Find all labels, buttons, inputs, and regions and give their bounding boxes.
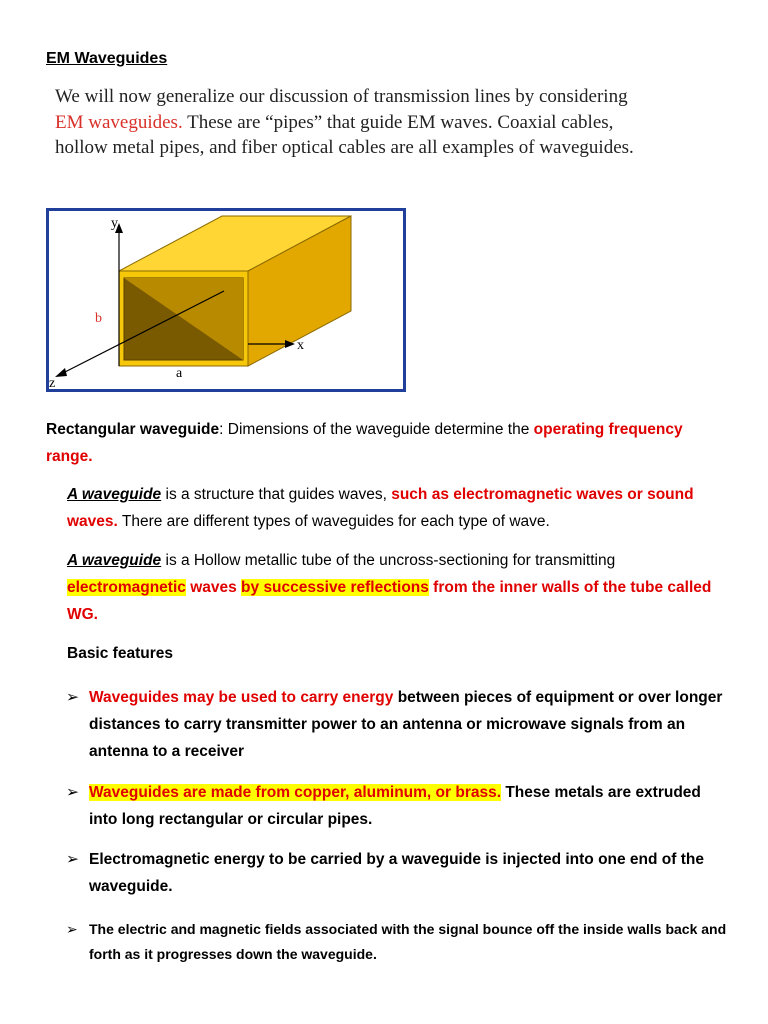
z-axis-arrow [55, 368, 67, 377]
waveguide-diagram [49, 211, 403, 389]
definition-2 [67, 547, 727, 628]
label-a: a [176, 366, 183, 381]
def2-red-1: waves [185, 579, 242, 596]
def2-text-1: is a Hollow metallic tube of the uncross-sectioning for transmitting [161, 552, 616, 569]
page-title: EM Waveguides [46, 50, 168, 67]
bullet-1 [67, 684, 727, 765]
bullet-3 [67, 846, 727, 900]
label-x: x [297, 338, 304, 353]
waveguide-figure [46, 208, 406, 392]
features-heading: Basic features [67, 645, 173, 662]
bullet-3-arrow-icon: ➢ [66, 851, 79, 868]
bullet-1-arrow-icon: ➢ [66, 689, 79, 706]
rectangular-waveguide-paragraph [46, 416, 726, 470]
rect-colon: : [219, 421, 228, 438]
rect-lead: Rectangular waveguide [46, 421, 220, 438]
label-z: z [49, 376, 56, 389]
definition-1 [67, 481, 727, 535]
rect-red: operating frequency range. [46, 421, 683, 465]
def2-highlight-2: by successive reflections [241, 579, 429, 596]
intro-text-1: We will now generalize our discussion of transmission lines by considering [55, 86, 628, 107]
bullet-2-text: These metals are extruded into long rectangular or circular pipes. [89, 784, 701, 828]
def2-term: A waveguide [67, 552, 162, 569]
rect-text: Dimensions of the waveguide determine the [227, 421, 534, 438]
def1-text-2: There are different types of waveguides for each type of wave. [117, 513, 550, 530]
bullet-4-arrow-icon: ➢ [66, 921, 78, 937]
bullet-3-text: Electromagnetic energy to be carried by a waveguide is injected into one end of the waveguide. [89, 851, 704, 895]
intro-highlight: EM waveguides. [55, 111, 183, 133]
def1-term: A waveguide [67, 486, 162, 503]
bullet-2 [67, 779, 727, 833]
def1-text-1: is a structure that guides waves, [161, 486, 392, 503]
label-y: y [111, 216, 118, 231]
label-b: b [95, 311, 102, 326]
bullet-2-arrow-icon: ➢ [66, 784, 79, 801]
intro-paragraph [55, 84, 635, 161]
def2-red-2: from the inner walls of the tube called WG. [67, 579, 712, 623]
bullet-1-text: between pieces of equipment or over longer distances to carry transmitter power to an antenna or microwave signals from an antenna to a receiver [89, 689, 723, 760]
def1-red: such as electromagnetic waves or sound waves. [67, 486, 694, 530]
def2-highlight-1: electromagnetic [67, 579, 186, 596]
intro-text-2: These are “pipes” that guide EM waves. Coaxial cables, hollow metal pipes, and fiber optical cables are all examples of waveguides. [55, 111, 634, 158]
bullet-1-red: Waveguides may be used to carry energy [89, 689, 394, 706]
bullet-4-text: The electric and magnetic fields associated with the signal bounce off the inside walls back and forth as it progresses down the waveguide. [89, 921, 727, 962]
bullet-4 [67, 917, 727, 967]
bullet-2-highlight: Waveguides are made from copper, aluminum, or brass. [89, 784, 502, 801]
